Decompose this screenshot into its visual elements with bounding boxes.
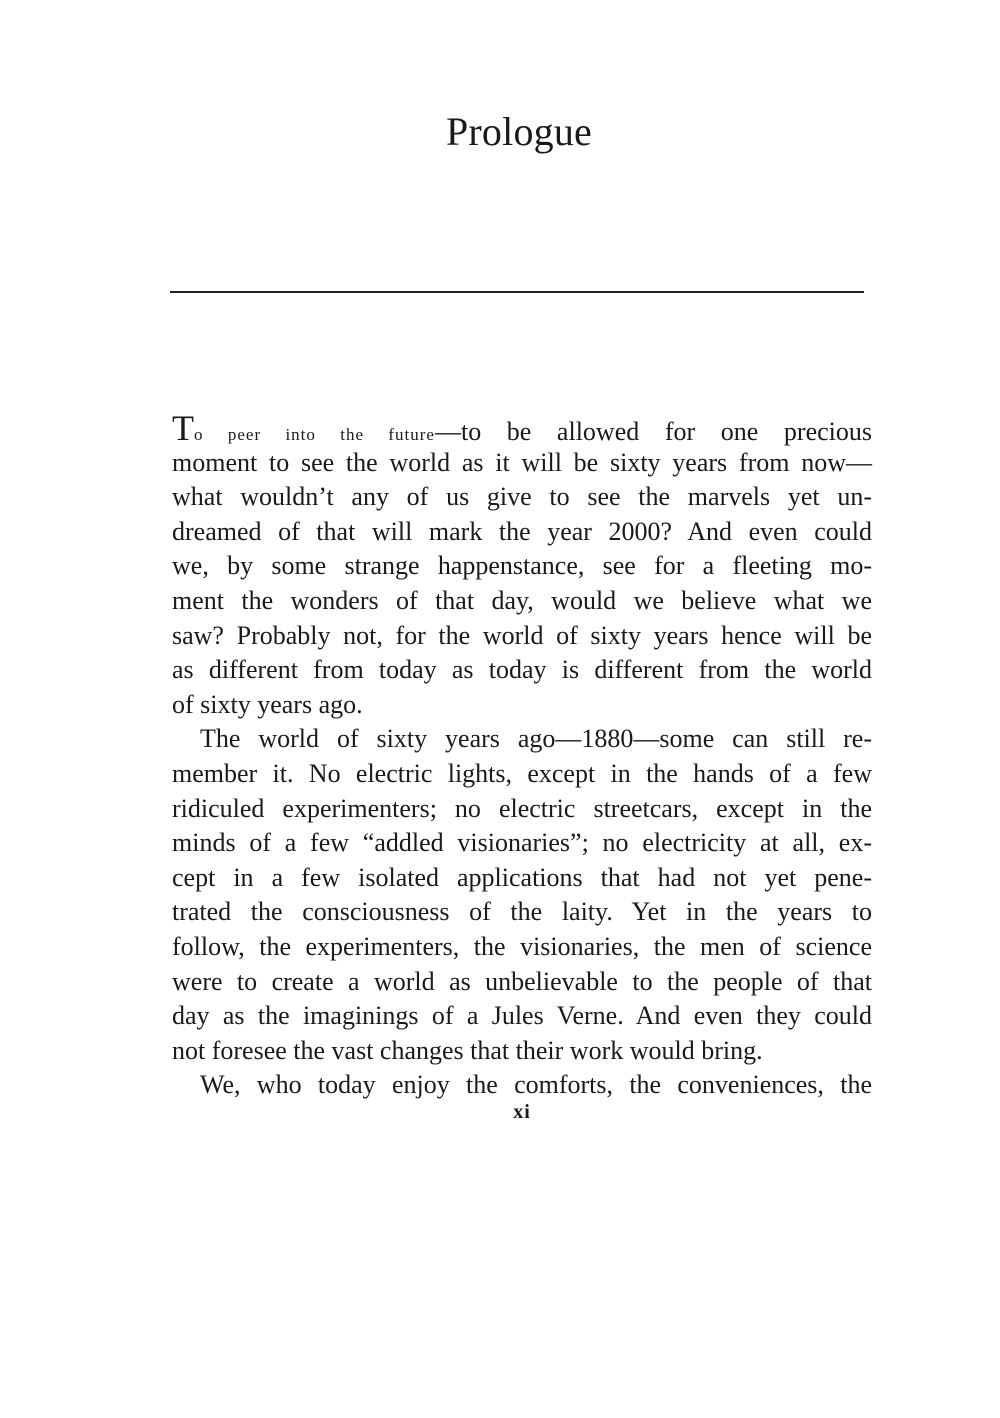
- text-line: saw? Probably not, for the world of sixty years hence will be: [172, 620, 872, 650]
- chapter-title: Prologue: [445, 109, 593, 154]
- text-line: ridiculed experimenters; no electric streetcars, except in the: [172, 793, 872, 823]
- text-line: follow, the experimenters, the visionaries, the men of science: [172, 931, 872, 961]
- text-line: dreamed of that will mark the year 2000? And even could: [172, 516, 872, 546]
- text-line: minds of a few “addled visionaries”; no electricity at all, ex-: [172, 828, 872, 858]
- text-line: day as the imaginings of a Jules Verne. And even they could: [172, 1001, 872, 1031]
- title-rule-divider: [170, 291, 864, 293]
- text-line-opening: [172, 408, 872, 448]
- page-number: xi: [513, 1101, 531, 1123]
- opening-rest: —to be allowed for one precious: [434, 417, 872, 446]
- text-line-paragraph-end: not foresee the vast changes that their work would bring.: [172, 1035, 763, 1065]
- text-line-paragraph-start: The world of sixty years ago—1880—some can still re-: [200, 724, 872, 754]
- text-line: were to create a world as unbelievable to the people of that: [172, 966, 872, 996]
- text-line-paragraph-start: We, who today enjoy the comforts, the conveniences, the: [200, 1070, 872, 1100]
- small-caps-lead: o peer into the future: [194, 425, 435, 444]
- text-line: member it. No electric lights, except in the hands of a few: [172, 758, 872, 788]
- text-line: cept in a few isolated applications that had not yet pene-: [172, 862, 872, 892]
- drop-cap: T: [172, 408, 194, 448]
- body-text: [172, 408, 872, 1103]
- text-line: we, by some strange happenstance, see for a fleeting mo-: [172, 551, 872, 581]
- text-line: moment to see the world as it will be sixty years from now—: [172, 447, 872, 477]
- text-line: what wouldn’t any of us give to see the marvels yet un-: [172, 482, 872, 512]
- text-line: as different from today as today is different from the world: [172, 655, 872, 685]
- text-line-paragraph-end: of sixty years ago.: [172, 689, 363, 719]
- text-line: ment the wonders of that day, would we believe what we: [172, 585, 872, 615]
- text-line: trated the consciousness of the laity. Yet in the years to: [172, 897, 872, 927]
